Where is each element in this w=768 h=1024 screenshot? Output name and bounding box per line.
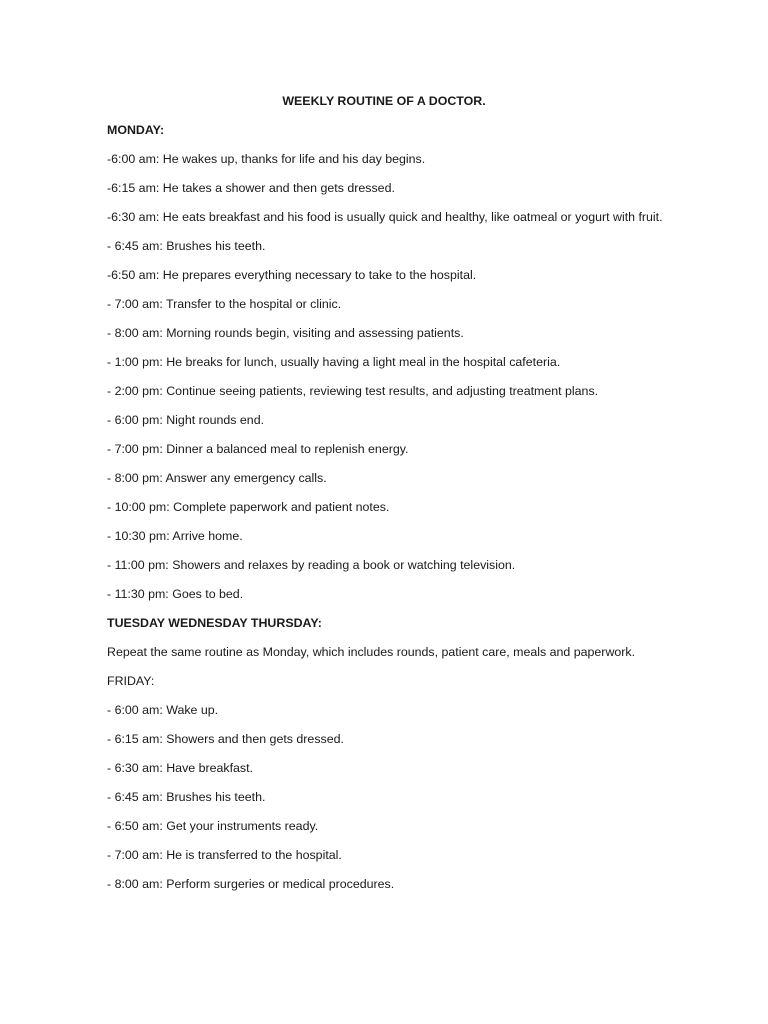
friday-item: - 6:15 am: Showers and then gets dressed. <box>107 732 344 746</box>
midweek-heading: TUESDAY WEDNESDAY THURSDAY: <box>107 616 322 630</box>
monday-item: - 8:00 pm: Answer any emergency calls. <box>107 471 327 485</box>
friday-item: - 7:00 am: He is transferred to the hospital. <box>107 848 342 862</box>
friday-item: - 6:00 am: Wake up. <box>107 703 219 717</box>
friday-heading: FRIDAY: <box>107 674 155 688</box>
monday-item: - 11:30 pm: Goes to bed. <box>107 587 244 601</box>
monday-heading: MONDAY: <box>107 123 165 137</box>
monday-item: - 10:00 pm: Complete paperwork and patient notes. <box>107 500 390 514</box>
monday-item: - 7:00 pm: Dinner a balanced meal to replenish energy. <box>107 442 409 456</box>
friday-item: - 8:00 am: Perform surgeries or medical procedures. <box>107 877 395 891</box>
midweek-text: Repeat the same routine as Monday, which includes rounds, patient care, meals and paperwork. <box>107 645 636 659</box>
monday-item: -6:30 am: He eats breakfast and his food is usually quick and healthy, like oatmeal or yogurt with fruit. <box>107 210 663 224</box>
friday-item: - 6:50 am: Get your instruments ready. <box>107 819 319 833</box>
monday-item: - 8:00 am: Morning rounds begin, visiting and assessing patients. <box>107 326 464 340</box>
monday-item: - 2:00 pm: Continue seeing patients, reviewing test results, and adjusting treatment plans. <box>107 384 599 398</box>
monday-item: - 1:00 pm: He breaks for lunch, usually having a light meal in the hospital cafeteria. <box>107 355 561 369</box>
document-body <box>107 92 667 904</box>
document-title: WEEKLY ROUTINE OF A DOCTOR. <box>282 94 486 108</box>
friday-item: - 6:45 am: Brushes his teeth. <box>107 790 266 804</box>
monday-item: - 11:00 pm: Showers and relaxes by reading a book or watching television. <box>107 558 516 572</box>
monday-item: - 6:45 am: Brushes his teeth. <box>107 239 266 253</box>
monday-item: - 10:30 pm: Arrive home. <box>107 529 243 543</box>
monday-item: -6:15 am: He takes a shower and then gets dressed. <box>107 181 395 195</box>
monday-item: -6:50 am: He prepares everything necessary to take to the hospital. <box>107 268 477 282</box>
friday-item: - 6:30 am: Have breakfast. <box>107 761 254 775</box>
monday-item: - 6:00 pm: Night rounds end. <box>107 413 265 427</box>
monday-item: - 7:00 am: Transfer to the hospital or clinic. <box>107 297 342 311</box>
monday-item: -6:00 am: He wakes up, thanks for life and his day begins. <box>107 152 426 166</box>
